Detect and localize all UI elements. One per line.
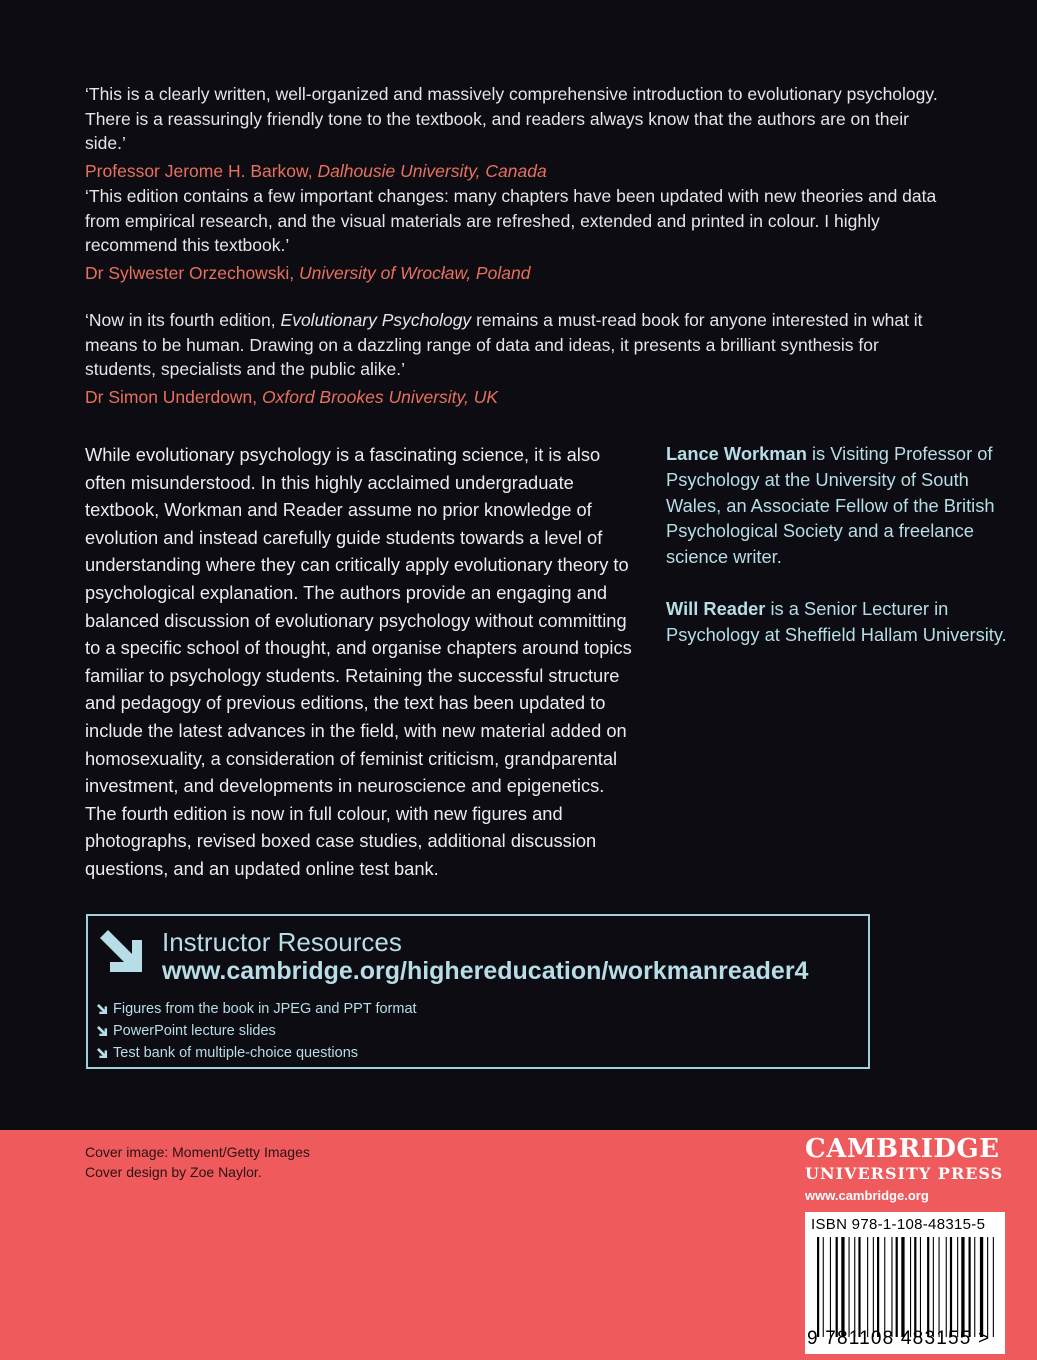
publisher-logo xyxy=(805,1134,1005,1206)
book-title: Evolutionary Psychology xyxy=(280,310,472,330)
author-bio-2 xyxy=(666,596,1011,648)
author-name: Will Reader xyxy=(666,598,766,619)
cover-credits xyxy=(85,1142,310,1182)
reviewer-name: Professor Jerome H. Barkow, xyxy=(85,160,313,181)
instructor-resources-box xyxy=(86,914,870,1069)
quote-attribution xyxy=(85,385,945,410)
resources-list xyxy=(96,998,417,1064)
quote-attribution xyxy=(85,159,945,184)
cover-image-credit: Cover image: Moment/Getty Images xyxy=(85,1144,310,1160)
review-quote-2 xyxy=(85,184,945,285)
book-description: While evolutionary psychology is a fascinating science, it is also often misunderstood. In this highly acclaimed undergraduate textbook, Workman and Reader assume no prior knowledge of evolution and instead carefully guide students towards a level of understanding where they can critically apply evolutionary theory to psychological explanation. The authors provide an engaging and balanced discussion of evolutionary psychology without committing to a specific school of thought, and organise chapters around topics familiar to psychology students. Retaining the successful structure and pedagogy of previous editions, the text has been updated to include the latest advances in the field, with new material added on homosexuality, a consideration of feminist criticism, grandparental investment, and developments in neuroscience and epigenetics. The fourth edition is now in full colour, with new figures and photographs, revised boxed case studies, additional discussion questions, and an updated online test bank. xyxy=(85,444,632,879)
resource-item xyxy=(96,1020,417,1042)
quote-attribution xyxy=(85,261,945,286)
author-bio-1 xyxy=(666,441,1011,570)
review-quote-1 xyxy=(85,82,945,183)
reviewer-name: Dr Sylwester Orzechowski, xyxy=(85,262,295,283)
resource-item xyxy=(96,998,417,1020)
isbn-barcode xyxy=(805,1212,1005,1354)
resources-url[interactable]: www.cambridge.org/highereducation/workmanreader4 xyxy=(162,957,809,985)
resource-item-label: Figures from the book in JPEG and PPT format xyxy=(113,1001,417,1017)
arrow-down-right-icon xyxy=(96,1003,108,1015)
isbn-label: ISBN 978-1-108-48315-5 xyxy=(811,1216,986,1233)
cover-design-credit: Cover design by Zoe Naylor. xyxy=(85,1164,262,1180)
quote-text-part: ‘Now in its fourth edition, xyxy=(85,310,276,330)
resource-item-label: PowerPoint lecture slides xyxy=(113,1023,276,1039)
barcode-number: 9 781108 483155 > xyxy=(807,1328,991,1349)
arrow-down-right-icon xyxy=(96,926,146,976)
reviewer-affiliation: Dalhousie University, Canada xyxy=(317,160,547,181)
publisher-name: CAMBRIDGE xyxy=(805,1134,1000,1164)
resource-item xyxy=(96,1042,417,1064)
quote-text: ‘This edition contains a few important changes: many chapters have been updated with new theories and data from empirical research, and the visual materials are refreshed, extended and printed in colour. I highly recommend this textbook.’ xyxy=(85,186,937,255)
quote-text xyxy=(85,308,945,382)
reviewer-name: Dr Simon Underdown, xyxy=(85,386,258,407)
reviewer-affiliation: Oxford Brookes University, UK xyxy=(262,386,499,407)
quote-text-part: remains a must-read book for anyone interested in what it means to be human. Drawing on a dazzling range of data and ideas, it presents a brilliant synthesis for students, specialists and the public alike.’ xyxy=(85,310,923,379)
arrow-down-right-icon xyxy=(96,1047,108,1059)
publisher-url[interactable]: www.cambridge.org xyxy=(805,1188,929,1203)
review-quote-3 xyxy=(85,308,945,409)
resources-title: Instructor Resources xyxy=(162,927,402,957)
arrow-down-right-icon xyxy=(96,1025,108,1037)
quote-text: ‘This is a clearly written, well-organized and massively comprehensive introduction to evolutionary psychology. There is a reassuringly friendly tone to the textbook, and readers always know that the authors are on their side.’ xyxy=(85,84,938,153)
cover-bottom-band xyxy=(0,1130,1037,1360)
author-name: Lance Workman xyxy=(666,443,807,464)
publisher-subtitle: UNIVERSITY PRESS xyxy=(805,1164,1004,1183)
author-bio-text: is a Senior Lecturer in Psychology at Sheffield Hallam University. xyxy=(666,598,1007,645)
author-bio-text: is Visiting Professor of Psychology at the University of South Wales, an Associate Fellow of the British Psychological Society and a freelance science writer. xyxy=(666,443,995,568)
reviewer-affiliation: University of Wrocław, Poland xyxy=(298,262,531,283)
resource-item-label: Test bank of multiple-choice questions xyxy=(113,1045,359,1061)
barcode-icon xyxy=(817,1237,997,1337)
